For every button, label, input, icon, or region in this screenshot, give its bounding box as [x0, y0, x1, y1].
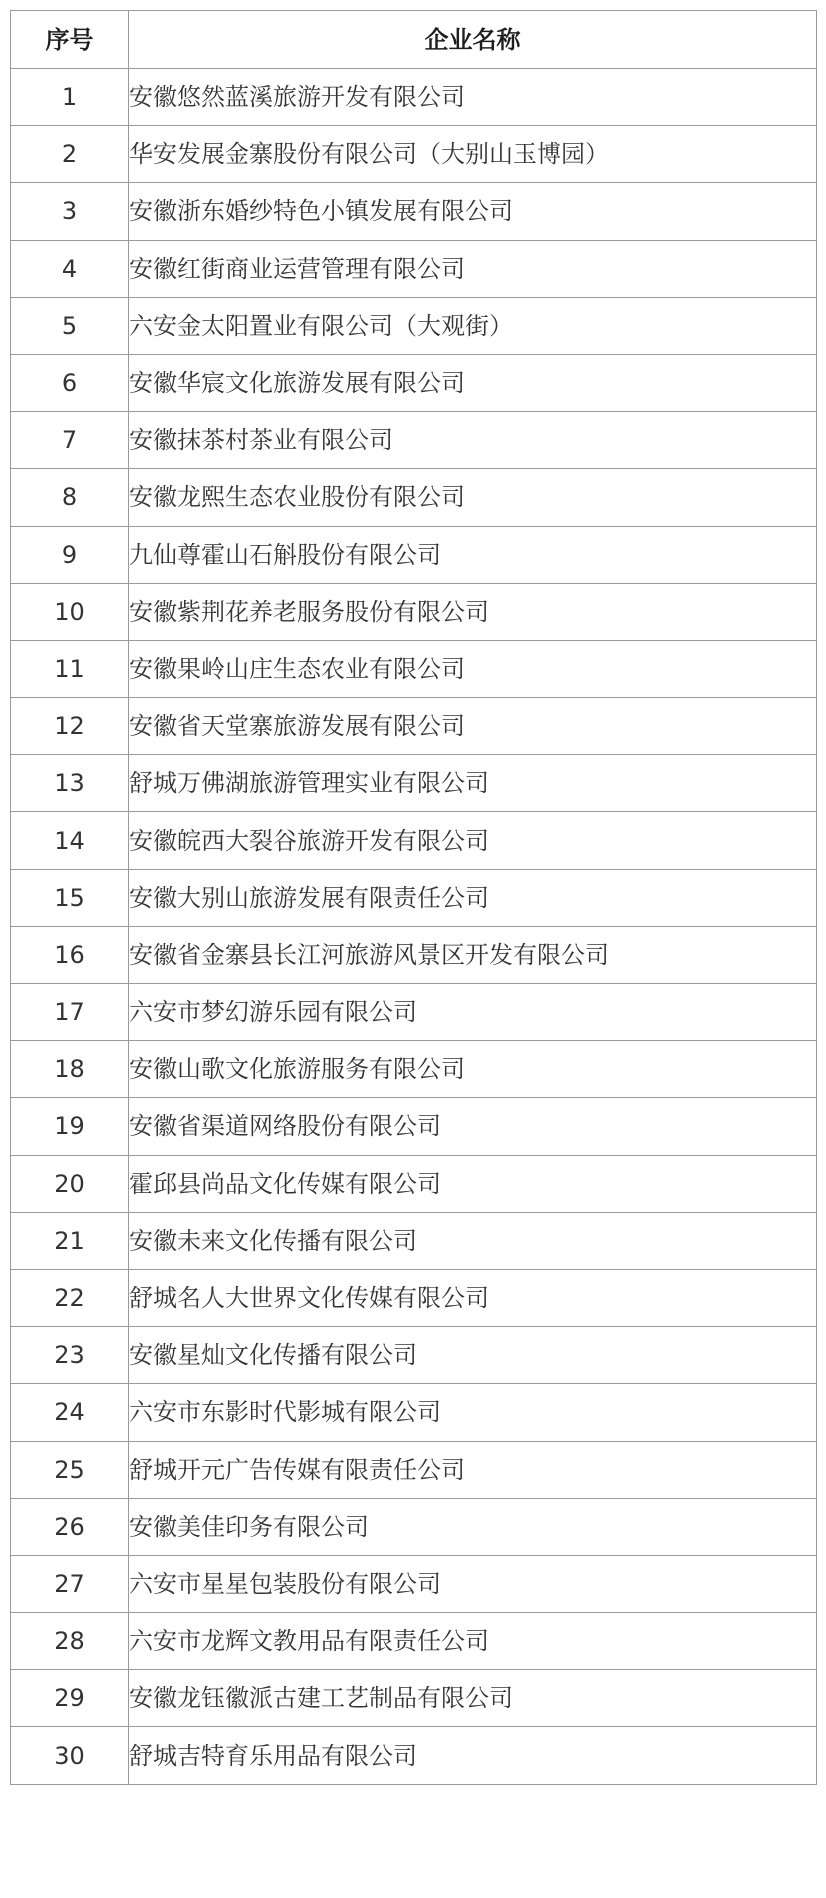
company-name: 安徽省渠道网络股份有限公司	[129, 1098, 817, 1155]
row-index: 14	[11, 812, 129, 869]
row-index: 9	[11, 526, 129, 583]
row-index: 15	[11, 869, 129, 926]
table-row	[11, 354, 817, 411]
table-body	[11, 69, 817, 1785]
company-name: 安徽美佳印务有限公司	[129, 1498, 817, 1555]
company-name: 六安市龙辉文教用品有限责任公司	[129, 1613, 817, 1670]
company-name: 舒城吉特育乐用品有限公司	[129, 1727, 817, 1784]
header-company-name: 企业名称	[129, 11, 817, 69]
row-index: 3	[11, 183, 129, 240]
table-row	[11, 469, 817, 526]
company-name: 安徽龙熙生态农业股份有限公司	[129, 469, 817, 526]
table-row	[11, 126, 817, 183]
company-name: 舒城开元广告传媒有限责任公司	[129, 1441, 817, 1498]
table-row	[11, 1613, 817, 1670]
row-index: 1	[11, 69, 129, 126]
row-index: 11	[11, 640, 129, 697]
company-name: 安徽大别山旅游发展有限责任公司	[129, 869, 817, 926]
row-index: 18	[11, 1041, 129, 1098]
table-row	[11, 1441, 817, 1498]
table-row	[11, 69, 817, 126]
company-name: 安徽省金寨县长江河旅游风景区开发有限公司	[129, 926, 817, 983]
table-row	[11, 583, 817, 640]
company-list-document	[10, 10, 816, 1785]
company-name: 六安金太阳置业有限公司（大观街）	[129, 297, 817, 354]
table-row	[11, 1727, 817, 1784]
row-index: 24	[11, 1384, 129, 1441]
table-row	[11, 1269, 817, 1326]
company-name: 华安发展金寨股份有限公司（大别山玉博园）	[129, 126, 817, 183]
table-row	[11, 183, 817, 240]
table-row	[11, 926, 817, 983]
company-name: 六安市东影时代影城有限公司	[129, 1384, 817, 1441]
row-index: 25	[11, 1441, 129, 1498]
table-row	[11, 869, 817, 926]
row-index: 20	[11, 1155, 129, 1212]
table-row	[11, 1155, 817, 1212]
table-header	[11, 11, 817, 69]
row-index: 19	[11, 1098, 129, 1155]
table-row	[11, 812, 817, 869]
header-row	[11, 11, 817, 69]
company-name: 安徽华宸文化旅游发展有限公司	[129, 354, 817, 411]
company-name: 安徽浙东婚纱特色小镇发展有限公司	[129, 183, 817, 240]
row-index: 30	[11, 1727, 129, 1784]
row-index: 5	[11, 297, 129, 354]
row-index: 7	[11, 412, 129, 469]
table-row	[11, 1098, 817, 1155]
row-index: 12	[11, 698, 129, 755]
table-row	[11, 240, 817, 297]
company-name: 舒城名人大世界文化传媒有限公司	[129, 1269, 817, 1326]
row-index: 8	[11, 469, 129, 526]
row-index: 26	[11, 1498, 129, 1555]
row-index: 21	[11, 1212, 129, 1269]
table-row	[11, 297, 817, 354]
company-name: 安徽紫荆花养老服务股份有限公司	[129, 583, 817, 640]
row-index: 6	[11, 354, 129, 411]
company-name: 安徽龙钰徽派古建工艺制品有限公司	[129, 1670, 817, 1727]
company-name: 安徽红街商业运营管理有限公司	[129, 240, 817, 297]
table-row	[11, 984, 817, 1041]
row-index: 13	[11, 755, 129, 812]
table-row	[11, 1555, 817, 1612]
table-row	[11, 755, 817, 812]
row-index: 4	[11, 240, 129, 297]
table-row	[11, 412, 817, 469]
row-index: 22	[11, 1269, 129, 1326]
company-name: 安徽未来文化传播有限公司	[129, 1212, 817, 1269]
row-index: 17	[11, 984, 129, 1041]
table-row	[11, 1670, 817, 1727]
company-name: 安徽果岭山庄生态农业有限公司	[129, 640, 817, 697]
table-row	[11, 1327, 817, 1384]
company-table	[10, 10, 817, 1785]
table-row	[11, 640, 817, 697]
company-name: 安徽省天堂寨旅游发展有限公司	[129, 698, 817, 755]
company-name: 六安市梦幻游乐园有限公司	[129, 984, 817, 1041]
table-row	[11, 526, 817, 583]
company-name: 安徽星灿文化传播有限公司	[129, 1327, 817, 1384]
row-index: 2	[11, 126, 129, 183]
company-name: 霍邱县尚品文化传媒有限公司	[129, 1155, 817, 1212]
row-index: 27	[11, 1555, 129, 1612]
company-name: 九仙尊霍山石斛股份有限公司	[129, 526, 817, 583]
table-row	[11, 1384, 817, 1441]
table-row	[11, 698, 817, 755]
row-index: 23	[11, 1327, 129, 1384]
company-name: 安徽抹茶村茶业有限公司	[129, 412, 817, 469]
company-name: 安徽悠然蓝溪旅游开发有限公司	[129, 69, 817, 126]
row-index: 10	[11, 583, 129, 640]
table-row	[11, 1498, 817, 1555]
table-row	[11, 1212, 817, 1269]
company-name: 安徽山歌文化旅游服务有限公司	[129, 1041, 817, 1098]
company-name: 舒城万佛湖旅游管理实业有限公司	[129, 755, 817, 812]
company-name: 安徽皖西大裂谷旅游开发有限公司	[129, 812, 817, 869]
table-row	[11, 1041, 817, 1098]
row-index: 16	[11, 926, 129, 983]
company-name: 六安市星星包装股份有限公司	[129, 1555, 817, 1612]
header-index: 序号	[11, 11, 129, 69]
row-index: 29	[11, 1670, 129, 1727]
row-index: 28	[11, 1613, 129, 1670]
